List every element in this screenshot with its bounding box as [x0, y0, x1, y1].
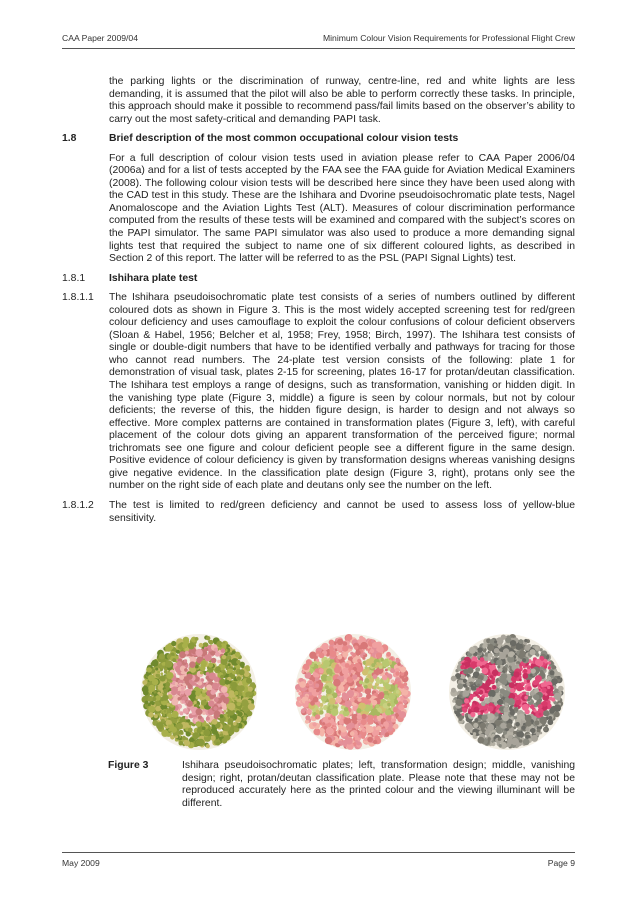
ishihara-plates-image [137, 632, 569, 752]
footer-date: May 2009 [62, 858, 100, 868]
body-text [62, 76, 575, 532]
running-header [62, 33, 575, 43]
header-rule [62, 48, 575, 49]
paragraph [62, 500, 575, 525]
section-number [62, 76, 109, 126]
section-title: Brief description of the most common occupational colour vision tests [109, 133, 459, 145]
section-heading [62, 133, 575, 146]
section-number: 1.8 [62, 133, 77, 145]
figure-caption [108, 760, 575, 810]
subsection-heading [62, 273, 575, 286]
section-number [62, 153, 109, 266]
paragraph [62, 153, 575, 266]
section-number: 1.8.1.2 [62, 499, 94, 511]
paragraph [62, 76, 575, 126]
header-left: CAA Paper 2009/04 [62, 33, 138, 43]
page-number: Page 9 [547, 858, 575, 868]
figure-3-plates [137, 632, 569, 752]
running-footer [62, 858, 575, 868]
paragraph-text: For a full description of colour vision tests used in aviation please refer to CAA Paper 2006/04 (2006a) and for a list of tests accepted by the FAA see the FAA guide for Aviation Medical Examiners (2008). The following colour vision tests will be described here since they have been used along with the CAD test in this study. These are the Ishihara and Dvorine pseudoisochromatic plate tests, Nagel Anomaloscope and the Aviation Lights Test (ALT). Measures of colour discrimination performance computed from the results of these tests will be examined and compared with the subject’s scores on the PAPI simulator. The same PAPI simulator was also used to produce a more demanding signal lights test that required the subject to name one of six different coloured lights, as described in Section 2 of this report. The latter will be referred to as the PSL (PAPI Signal Lights) test. [109, 152, 575, 265]
figure-label: Figure 3 [108, 760, 149, 771]
header-right: Minimum Colour Vision Requirements for Professional Flight Crew [322, 33, 575, 43]
section-number: 1.8.1.1 [62, 292, 94, 304]
subsection-title: Ishihara plate test [109, 272, 198, 284]
figure-caption-text: Ishihara pseudoisochromatic plates; left, transformation design; middle, vanishing design; right, protan/deutan classification plate. Please note that these may not be reproduced accurately here as the printed colour and the viewing illuminant will be different. [182, 760, 575, 809]
paragraph-text: The test is limited to red/green deficiency and cannot be used to assess loss of yellow-blue sensitivity. [109, 499, 575, 524]
paragraph-text: the parking lights or the discrimination of runway, centre-line, red and white lights are less demanding, it is assumed that the pilot will also be able to perform correctly these tasks. In principle, this approach should make it possible to recommend pass/fail limits based on the observer’s ability to carry out the most safety-critical and demanding PAPI task. [109, 76, 575, 125]
footer-rule [62, 852, 575, 853]
section-number: 1.8.1 [62, 272, 86, 284]
paragraph [62, 292, 575, 493]
ishihara-plate [295, 634, 411, 750]
ishihara-plate [141, 634, 257, 750]
paragraph-text: The Ishihara pseudoisochromatic plate test consists of a series of numbers outlined by different coloured dots as shown in Figure 3. This is the most widely accepted screening test for red/green colour deficiency and uses camouflage to exploit the colour confusions of colour deficient observers (Sloan & Habel, 1956; Belcher et al, 1958; Frey, 1958; Birch, 1997). The Ishihara test consists of single or double-digit numbers that have to be identified verbally and pathways for tracing for those who cannot read numbers. The 24-plate test version consists of the following: plate 1 for demonstration of visual task, plates 2-15 for screening, plates 16-17 for protan/deutan classification. The Ishihara test employs a range of designs, such as transformation, vanishing or hidden digit. In the vanishing type plate (Figure 3, middle) a figure is seen by colour normals, but not by colour deficients; the reverse of this, the hidden figure design, is harder to design and not always so effective. More complex patterns are contained in transformation plates (Figure 3, left), with careful placement of the colour dots giving an apparent transformation of the perceived figure; normal trichromats see one figure and colour deficient people see a different figure in the same design. Positive evidence of colour deficiency is given by transformation designs whereas vanishing designs give negative evidence. In the classification plate design (Figure 3, right), protans only see the number on the right side of each plate and deutans only see the number on the left. [109, 292, 575, 492]
ishihara-plate [449, 634, 565, 750]
